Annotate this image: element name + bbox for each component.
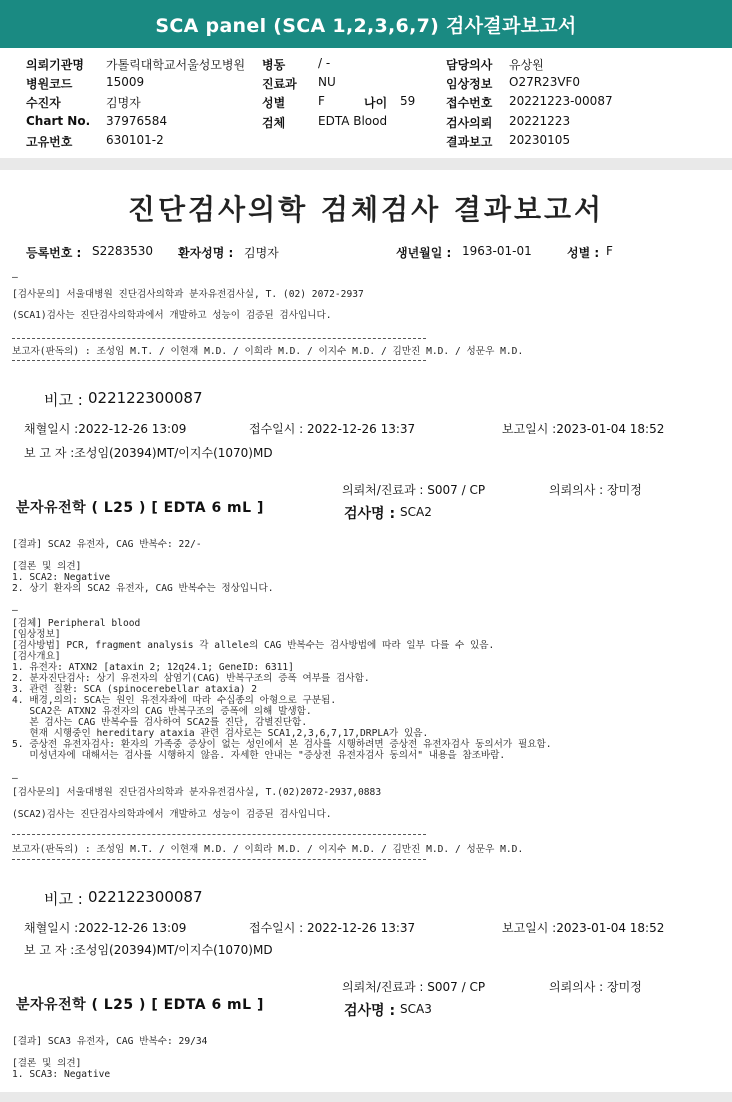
requesting-doctor: 의뢰의사 : 장미정 <box>549 980 642 994</box>
section-divider <box>0 158 732 170</box>
label-ward: 병동 <box>262 58 286 72</box>
value-institution: 가톨릭대학교서울성모병원 <box>106 58 246 72</box>
opinion-item: 2. 상기 환자의 SCA2 유전자, CAG 반복수는 정상입니다. <box>12 583 274 594</box>
remark-label: 비고 : <box>44 890 83 908</box>
dash-marker: — <box>12 605 18 616</box>
patient-info-panel <box>0 48 732 156</box>
overview-heading: [검사개요] <box>12 651 61 662</box>
value-chart-no: 37976584 <box>106 114 168 128</box>
department-specimen: 분자유전학 ( L25 ) [ EDTA 6 mL ] <box>16 997 264 1013</box>
label-department: 진료과 <box>262 77 297 91</box>
dash-rule <box>12 360 426 361</box>
dash-rule <box>12 859 426 860</box>
patient-name-value: 김명자 <box>244 246 279 260</box>
opinion-heading: [결론 및 의견] <box>12 1058 82 1069</box>
result-line: [결과] SCA3 유전자, CAG 반복수: 29/34 <box>12 1036 208 1047</box>
receive-datetime: 접수일시 : 2022-12-26 13:37 <box>249 422 416 436</box>
opinion-item: 1. SCA3: Negative <box>12 1069 111 1080</box>
collect-datetime: 채혈일시 :2022-12-26 13:09 <box>24 921 187 935</box>
page-bottom-edge <box>0 1092 732 1102</box>
requesting-doctor: 의뢰의사 : 장미정 <box>549 483 642 497</box>
overview-item: 3. 관련 질환: SCA (spinocerebellar ataxia) 2 <box>12 684 258 695</box>
label-age: 나이 <box>364 96 388 110</box>
requester: 의뢰처/진료과 : S007 / CP <box>342 980 486 994</box>
value-ward: / - <box>318 56 331 70</box>
reporter-line: 보 고 자 :조성임(20394)MT/이지수(1070)MD <box>24 943 273 957</box>
label-unique-no: 고유번호 <box>26 135 73 149</box>
method-line: [검사방법] PCR, fragment analysis 각 allele의 CAG 반복수는 검사방법에 따라 일부 다를 수 있음. <box>12 640 495 651</box>
remark-value: 022122300087 <box>88 389 203 407</box>
value-unique-no: 630101-2 <box>106 133 164 147</box>
test-name-value: SCA3 <box>400 1002 432 1016</box>
dash-marker: — <box>12 272 18 283</box>
receive-datetime: 접수일시 : 2022-12-26 13:37 <box>249 921 416 935</box>
label-specimen: 검체 <box>262 116 286 130</box>
value-clinical-info: O27R23VF0 <box>509 75 581 89</box>
report-title: 진단검사의학 검체검사 결과보고서 <box>127 193 605 226</box>
value-hospital-code: 15009 <box>106 75 145 89</box>
label-clinical-info: 임상정보 <box>446 77 493 91</box>
collect-datetime: 채혈일시 :2022-12-26 13:09 <box>24 422 187 436</box>
overview-item: 미성년자에 대해서는 검사를 시행하지 않음. 자세한 안내는 "증상전 유전자검사 동의서" 내용을 참조바람. <box>12 750 506 761</box>
sex-label: 성별 : <box>567 246 600 260</box>
dash-marker: — <box>12 773 18 784</box>
value-report-date: 20230105 <box>509 133 571 147</box>
test-name-value: SCA2 <box>400 505 432 519</box>
opinion-heading: [결론 및 의견] <box>12 561 82 572</box>
result-line: [결과] SCA2 유전자, CAG 반복수: 22/- <box>12 539 202 550</box>
test-name-label: 검사명 : <box>344 506 396 522</box>
test-name-label: 검사명 : <box>344 1003 396 1019</box>
value-sex: F <box>318 94 325 108</box>
label-attending: 담당의사 <box>446 58 493 72</box>
overview-item: 2. 분자진단검사: 상기 유전자의 삼염기(CAG) 반복구조의 증폭 여부를 검사함. <box>12 673 370 684</box>
overview-item: 현재 시행중인 hereditary ataxia 관련 검사로는 SCA1,2,3,6,7,17,DRPLA가 있음. <box>12 728 429 739</box>
label-sex: 성별 <box>262 96 286 110</box>
value-department: NU <box>318 75 336 89</box>
validation-note: (SCA2)검사는 진단검사의학과에서 개발하고 성능이 검증된 검사입니다. <box>12 809 332 820</box>
value-specimen: EDTA Blood <box>318 114 388 128</box>
overview-item: 4. 배경,의의: SCA는 원인 유전자좌에 따라 수십종의 아형으로 구분됨. <box>12 695 337 706</box>
remark-value: 022122300087 <box>88 888 203 906</box>
requester: 의뢰처/진료과 : S007 / CP <box>342 483 486 497</box>
report-datetime: 보고일시 :2023-01-04 18:52 <box>502 422 665 436</box>
specimen-line: [검체] Peripheral blood <box>12 618 141 629</box>
patient-name-label: 환자성명 : <box>178 246 234 260</box>
label-chart-no: Chart No. <box>26 114 91 128</box>
report-datetime: 보고일시 :2023-01-04 18:52 <box>502 921 665 935</box>
value-age: 59 <box>400 94 416 108</box>
value-attending: 유상원 <box>509 58 544 72</box>
value-accession: 20221223-00087 <box>509 94 613 108</box>
validation-note: (SCA1)검사는 진단검사의학과에서 개발하고 성능이 검증된 검사입니다. <box>12 310 332 321</box>
value-patient: 김명자 <box>106 96 141 110</box>
report-sheet <box>0 170 732 1102</box>
label-report-date: 결과보고 <box>446 135 493 149</box>
label-patient: 수진자 <box>26 96 61 110</box>
reg-no-value: S2283530 <box>92 244 154 258</box>
department-specimen: 분자유전학 ( L25 ) [ EDTA 6 mL ] <box>16 500 264 516</box>
label-institution: 의뢰기관명 <box>26 58 84 72</box>
remark-label: 비고 : <box>44 391 83 409</box>
reporters-line: 보고자(판독의) : 조성임 M.T. / 이현재 M.D. / 이희라 M.D. / 이지수 M.D. / 김만진 M.D. / 성문우 M.D. <box>12 346 524 357</box>
reporters-line: 보고자(판독의) : 조성임 M.T. / 이현재 M.D. / 이희라 M.D. / 이지수 M.D. / 김만진 M.D. / 성문우 M.D. <box>12 844 524 855</box>
label-request-date: 검사의뢰 <box>446 116 493 130</box>
overview-item: 1. 유전자: ATXN2 [ataxin 2; 12q24.1; GeneID: 6311] <box>12 662 294 673</box>
inquiry-line: [검사문의] 서울대병원 진단검사의학과 분자유전검사실, T. (02) 2072-2937 <box>12 289 364 300</box>
overview-item: 5. 증상전 유전자검사: 환자의 가족중 증상이 없는 성인에서 본 검사를 시행하려면 증상전 유전자검사 동의서가 필요함. <box>12 739 552 750</box>
report-header-title: SCA panel (SCA 1,2,3,6,7) 검사결과보고서 <box>0 0 732 48</box>
value-request-date: 20221223 <box>509 114 571 128</box>
opinion-item: 1. SCA2: Negative <box>12 572 111 583</box>
reporter-line: 보 고 자 :조성임(20394)MT/이지수(1070)MD <box>24 446 273 460</box>
inquiry-line: [검사문의] 서울대병원 진단검사의학과 분자유전검사실, T.(02)2072-2937,0883 <box>12 787 382 798</box>
reg-no-label: 등록번호 : <box>26 246 82 260</box>
dash-rule <box>12 338 426 339</box>
birth-value: 1963-01-01 <box>462 244 532 258</box>
overview-item: 본 검사는 CAG 반복수를 검사하여 SCA2를 진단, 감별진단함. <box>12 717 308 728</box>
birth-label: 생년월일 : <box>396 246 452 260</box>
sex-value: F <box>606 244 613 258</box>
label-accession: 접수번호 <box>446 96 493 110</box>
clinical-info-line: [임상정보] <box>12 629 61 640</box>
overview-item: SCA2은 ATXN2 유전자의 CAG 반복구조의 증폭에 의해 발생함. <box>12 706 312 717</box>
label-hospital-code: 병원코드 <box>26 77 73 91</box>
dash-rule <box>12 834 426 835</box>
